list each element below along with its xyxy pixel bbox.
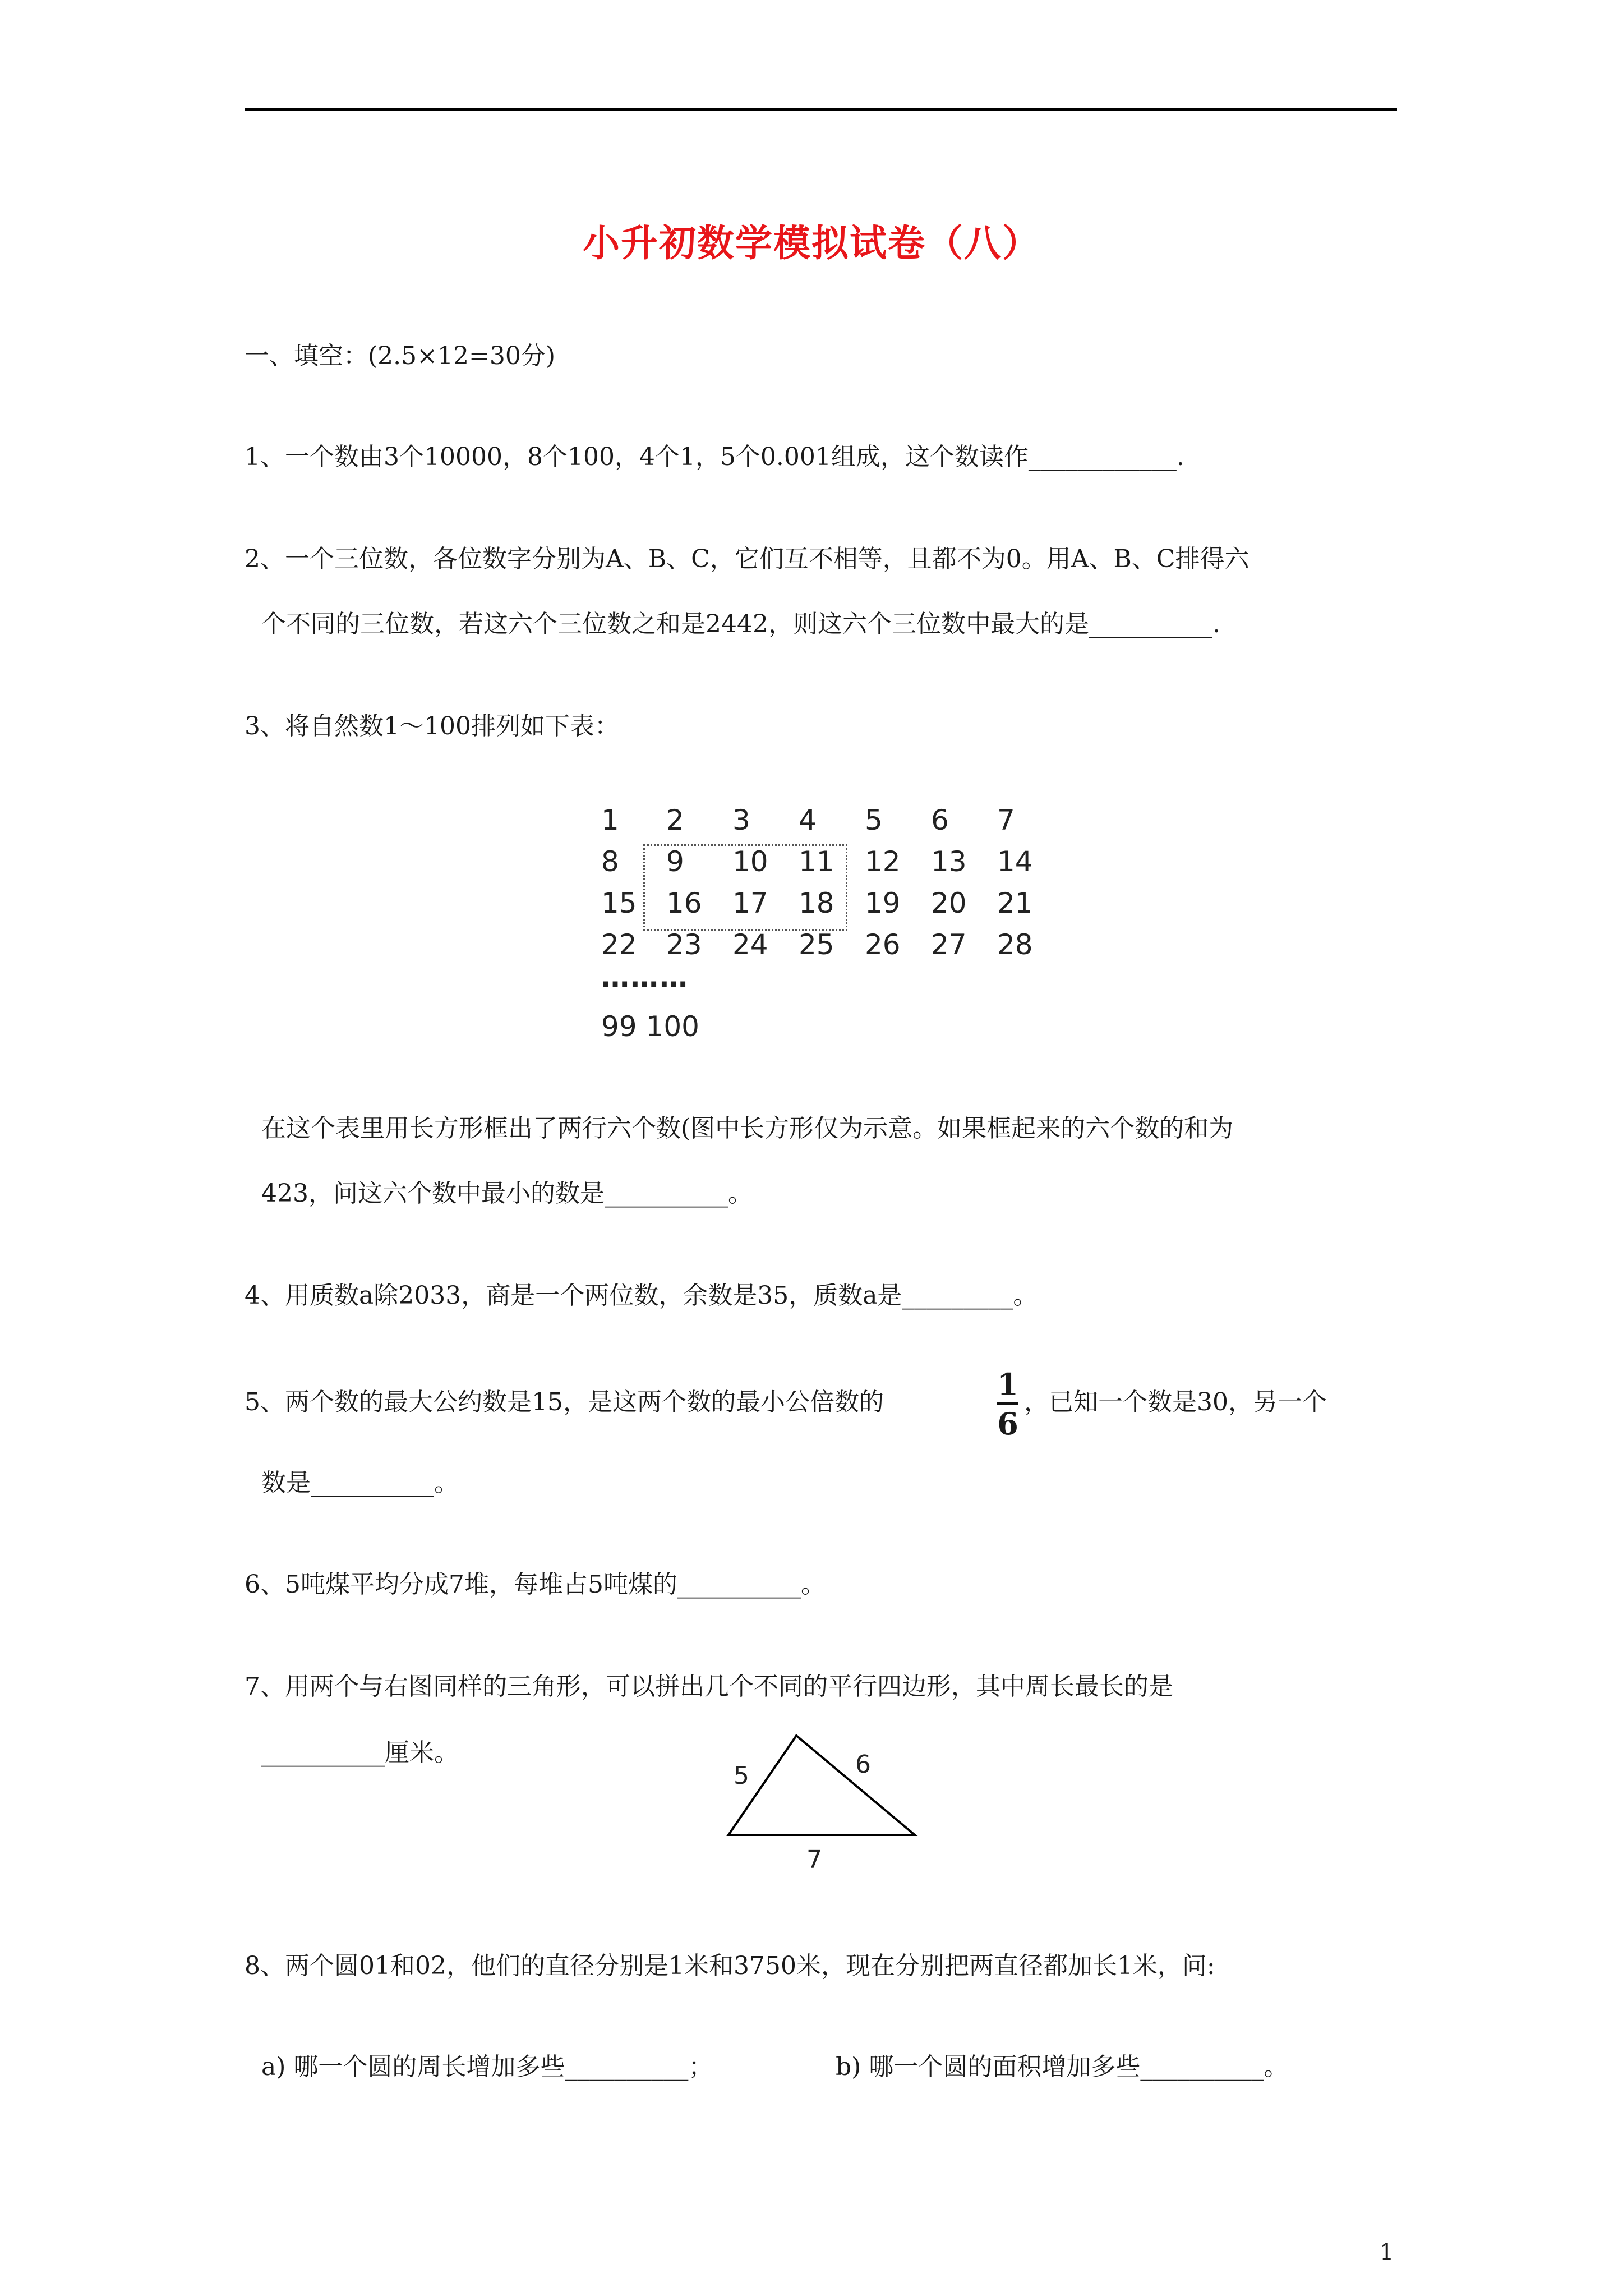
- table-cell: 15: [601, 887, 637, 919]
- question-3-line-2: 在这个表里用长方形框出了两行六个数(图中长方形仅为示意。如果框起来的六个数的和为: [261, 1114, 1234, 1143]
- triangle-label-bottom: 7: [806, 1846, 822, 1874]
- table-cell: 5: [865, 804, 883, 836]
- table-cell: 3: [732, 804, 750, 836]
- table-cell: 7: [997, 804, 1015, 836]
- table-cell: 21: [997, 887, 1033, 919]
- fraction-bar: [997, 1402, 1018, 1405]
- table-cell: 20: [931, 887, 967, 919]
- table-cell: 6: [931, 804, 949, 836]
- fraction-denominator: 6: [997, 1406, 1018, 1442]
- triangle-label-left: 5: [734, 1761, 749, 1790]
- question-1: 1、一个数由3个10000，8个100，4个1，5个0.001组成，这个数读作____________.: [245, 443, 1184, 471]
- question-5-part-1: 5、两个数的最大公约数是15，是这两个数的最小公倍数的: [245, 1388, 884, 1416]
- triangle-figure: [718, 1722, 931, 1874]
- question-7-line-1: 7、用两个与右图同样的三角形，可以拼出几个不同的平行四边形，其中周长最长的是: [245, 1672, 1173, 1701]
- question-7-line-2: __________厘米。: [261, 1738, 459, 1767]
- table-ellipsis: ………: [601, 961, 689, 993]
- table-cell: 10: [732, 845, 768, 878]
- table-cell: 19: [865, 887, 901, 919]
- question-5-part-2: ，已知一个数是30，另一个: [1024, 1388, 1327, 1416]
- page-title: 小升初数学模拟试卷（八）: [583, 221, 1040, 265]
- question-8-line-1: 8、两个圆01和02，他们的直径分别是1米和3750米，现在分别把两直径都加长1米，问:: [245, 1952, 1215, 1980]
- table-cell: 13: [931, 845, 967, 878]
- question-3: 3、将自然数1～100排列如下表：: [245, 712, 619, 740]
- question-6: 6、5吨煤平均分成7堆，每堆占5吨煤的__________。: [245, 1570, 826, 1599]
- table-cell: 18: [799, 887, 834, 919]
- table-cell: 12: [865, 845, 901, 878]
- table-cell: 26: [865, 928, 901, 961]
- table-last-row: 99 100: [601, 1010, 699, 1043]
- table-cell: 16: [666, 887, 702, 919]
- question-4: 4、用质数a除2033，商是一个两位数，余数是35，质数a是_________。: [245, 1281, 1038, 1310]
- table-cell: 24: [732, 928, 768, 961]
- question-2-line-2: 个不同的三位数，若这六个三位数之和是2442，则这六个三位数中最大的是__________.: [261, 610, 1220, 638]
- table-cell: 4: [799, 804, 817, 836]
- table-cell: 2: [666, 804, 684, 836]
- table-cell: 27: [931, 928, 967, 961]
- fraction-numerator: 1: [997, 1366, 1018, 1402]
- table-cell: 22: [601, 928, 637, 961]
- triangle-label-right: 6: [855, 1750, 871, 1779]
- table-cell: 28: [997, 928, 1033, 961]
- table-cell: 11: [799, 845, 834, 878]
- triangle-shape: [728, 1736, 915, 1835]
- question-8-a: a) 哪一个圆的周长增加多些__________；: [261, 2053, 713, 2081]
- page-number: 1: [1380, 2239, 1394, 2265]
- table-cell: 14: [997, 845, 1033, 878]
- table-cell: 25: [799, 928, 834, 961]
- question-3-line-3: 423，问这六个数中最小的数是__________。: [261, 1179, 753, 1208]
- top-rule: [245, 108, 1397, 111]
- table-cell: 1: [601, 804, 619, 836]
- question-8-b: b) 哪一个圆的面积增加多些__________。: [836, 2053, 1289, 2081]
- question-2-line-1: 2、一个三位数，各位数字分别为A、B、C，它们互不相等，且都不为0。用A、B、C排得六: [245, 545, 1249, 573]
- table-cell: 8: [601, 845, 619, 878]
- section-heading: 一、填空：(2.5×12=30分): [245, 342, 556, 370]
- table-cell: 23: [666, 928, 702, 961]
- table-cell: 9: [666, 845, 684, 878]
- question-5-line-2: 数是__________。: [261, 1469, 459, 1497]
- table-cell: 17: [732, 887, 768, 919]
